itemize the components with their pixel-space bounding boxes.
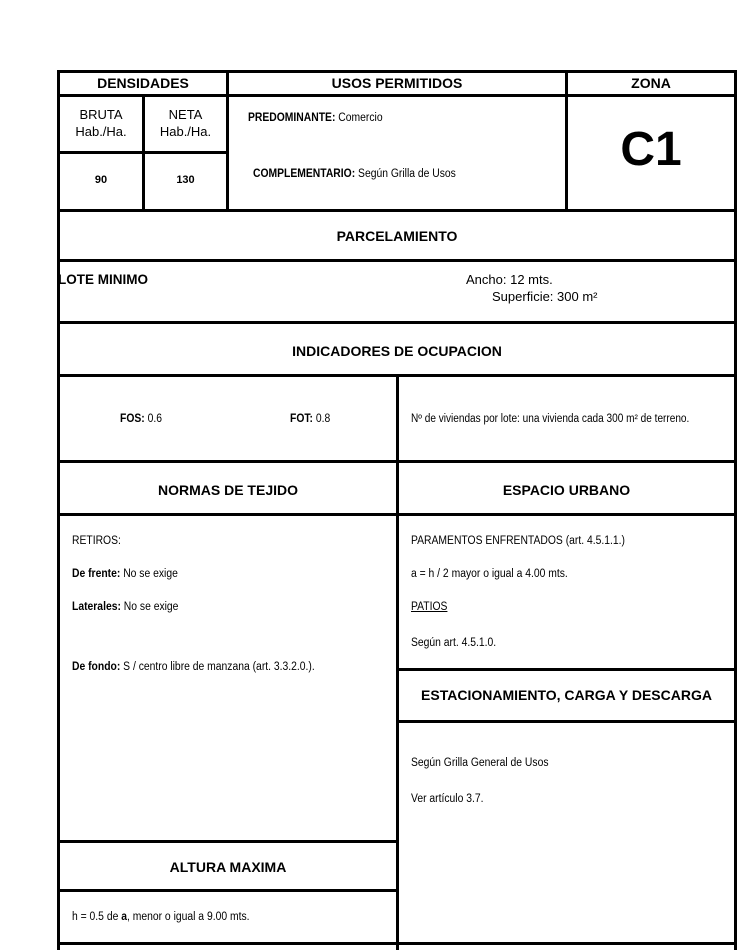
line-dens-values xyxy=(57,151,229,154)
patios-heading: PATIOS xyxy=(411,601,448,613)
line-estac-top xyxy=(396,668,737,671)
laterales-text xyxy=(72,601,178,613)
frente-text xyxy=(72,568,178,580)
fos-text xyxy=(120,413,162,425)
tejido-title: NORMAS DE TEJIDO xyxy=(157,482,298,498)
line-parcel-title-bottom xyxy=(57,259,737,262)
line-ocup-bottom xyxy=(57,460,737,463)
line-header-bottom xyxy=(57,94,737,97)
frame-left xyxy=(57,70,60,950)
fot-value: 0.8 xyxy=(313,413,331,425)
fondo-text xyxy=(72,661,315,673)
formula-text: a = h / 2 mayor o igual a 4.00 mts. xyxy=(411,568,568,580)
predominante-label: PREDOMINANTE: xyxy=(248,112,336,124)
predominante-text xyxy=(248,112,383,124)
fondo-value: S / centro libre de manzana (art. 3.3.2.0.). xyxy=(120,661,315,673)
altura-bold: a xyxy=(121,911,127,923)
grilla-text: Según Grilla General de Usos xyxy=(411,757,549,769)
line-estac-title-bottom xyxy=(396,720,737,723)
altura-suffix: , menor o igual a 9.00 mts. xyxy=(126,911,250,923)
neta-label xyxy=(145,106,226,140)
neta-value: 130 xyxy=(176,174,195,186)
segun-art-text: Según art. 4.5.1.0. xyxy=(411,637,497,649)
line-dens-usos xyxy=(226,70,229,212)
frente-label: De frente: xyxy=(72,568,121,580)
altura-text xyxy=(72,911,250,923)
neta-line1: NETA xyxy=(168,107,203,122)
neta-line2: Hab./Ha. xyxy=(159,124,212,139)
predominante-value: Comercio xyxy=(335,112,383,124)
retiros-label: RETIROS: xyxy=(72,535,121,547)
line-top-block-bottom xyxy=(57,209,737,212)
complementario-label: COMPLEMENTARIO: xyxy=(253,168,356,180)
fot-label: FOT: xyxy=(290,413,314,425)
lote-superficie: Superficie: 300 m² xyxy=(492,289,598,304)
parcelamiento-title: PARCELAMIENTO xyxy=(336,228,458,244)
estacionamiento-title: ESTACIONAMIENTO, CARGA Y DESCARGA xyxy=(421,687,712,703)
laterales-label: Laterales: xyxy=(72,601,121,613)
fot-text xyxy=(290,413,330,425)
line-parcel-bottom xyxy=(57,321,737,324)
espacio-title: ESPACIO URBANO xyxy=(502,482,631,498)
zona-value: C1 xyxy=(620,123,682,176)
line-tejido-title-bottom xyxy=(57,513,737,516)
fos-value: 0.6 xyxy=(144,413,163,425)
ocupacion-title: INDICADORES DE OCUPACION xyxy=(292,343,502,359)
fondo-label: De fondo: xyxy=(72,661,121,673)
complementario-text xyxy=(253,168,456,180)
frente-value: No se exige xyxy=(120,568,178,580)
line-altura-top xyxy=(57,840,399,843)
lote-minimo-label: LOTE MINIMO xyxy=(58,272,148,287)
bruta-line2: Hab./Ha. xyxy=(75,124,127,139)
fos-label: FOS: xyxy=(120,413,145,425)
usos-title: USOS PERMITIDOS xyxy=(331,75,463,91)
paramentos-text: PARAMENTOS ENFRENTADOS (art. 4.5.1.1.) xyxy=(411,535,625,547)
bruta-value: 90 xyxy=(94,174,108,186)
densidades-title: DENSIDADES xyxy=(97,75,189,91)
altura-title: ALTURA MAXIMA xyxy=(169,859,287,875)
viviendas-text: Nº de viviendas por lote: una vivienda cada 300 m² de terreno. xyxy=(411,413,690,425)
laterales-value: No se exige xyxy=(120,601,179,613)
line-bottom xyxy=(57,942,737,945)
altura-prefix: h = 0.5 de xyxy=(72,911,122,923)
zona-title: ZONA xyxy=(631,75,671,91)
bruta-label xyxy=(60,106,142,140)
lote-ancho: Ancho: 12 mts. xyxy=(466,272,553,287)
frame-right xyxy=(734,70,737,950)
frame-top xyxy=(57,70,737,73)
complementario-value: Según Grilla de Usos xyxy=(355,168,456,180)
line-altura-title-bottom xyxy=(57,889,399,892)
bruta-line1: BRUTA xyxy=(79,107,123,122)
ver-articulo-text: Ver artículo 3.7. xyxy=(411,793,484,805)
